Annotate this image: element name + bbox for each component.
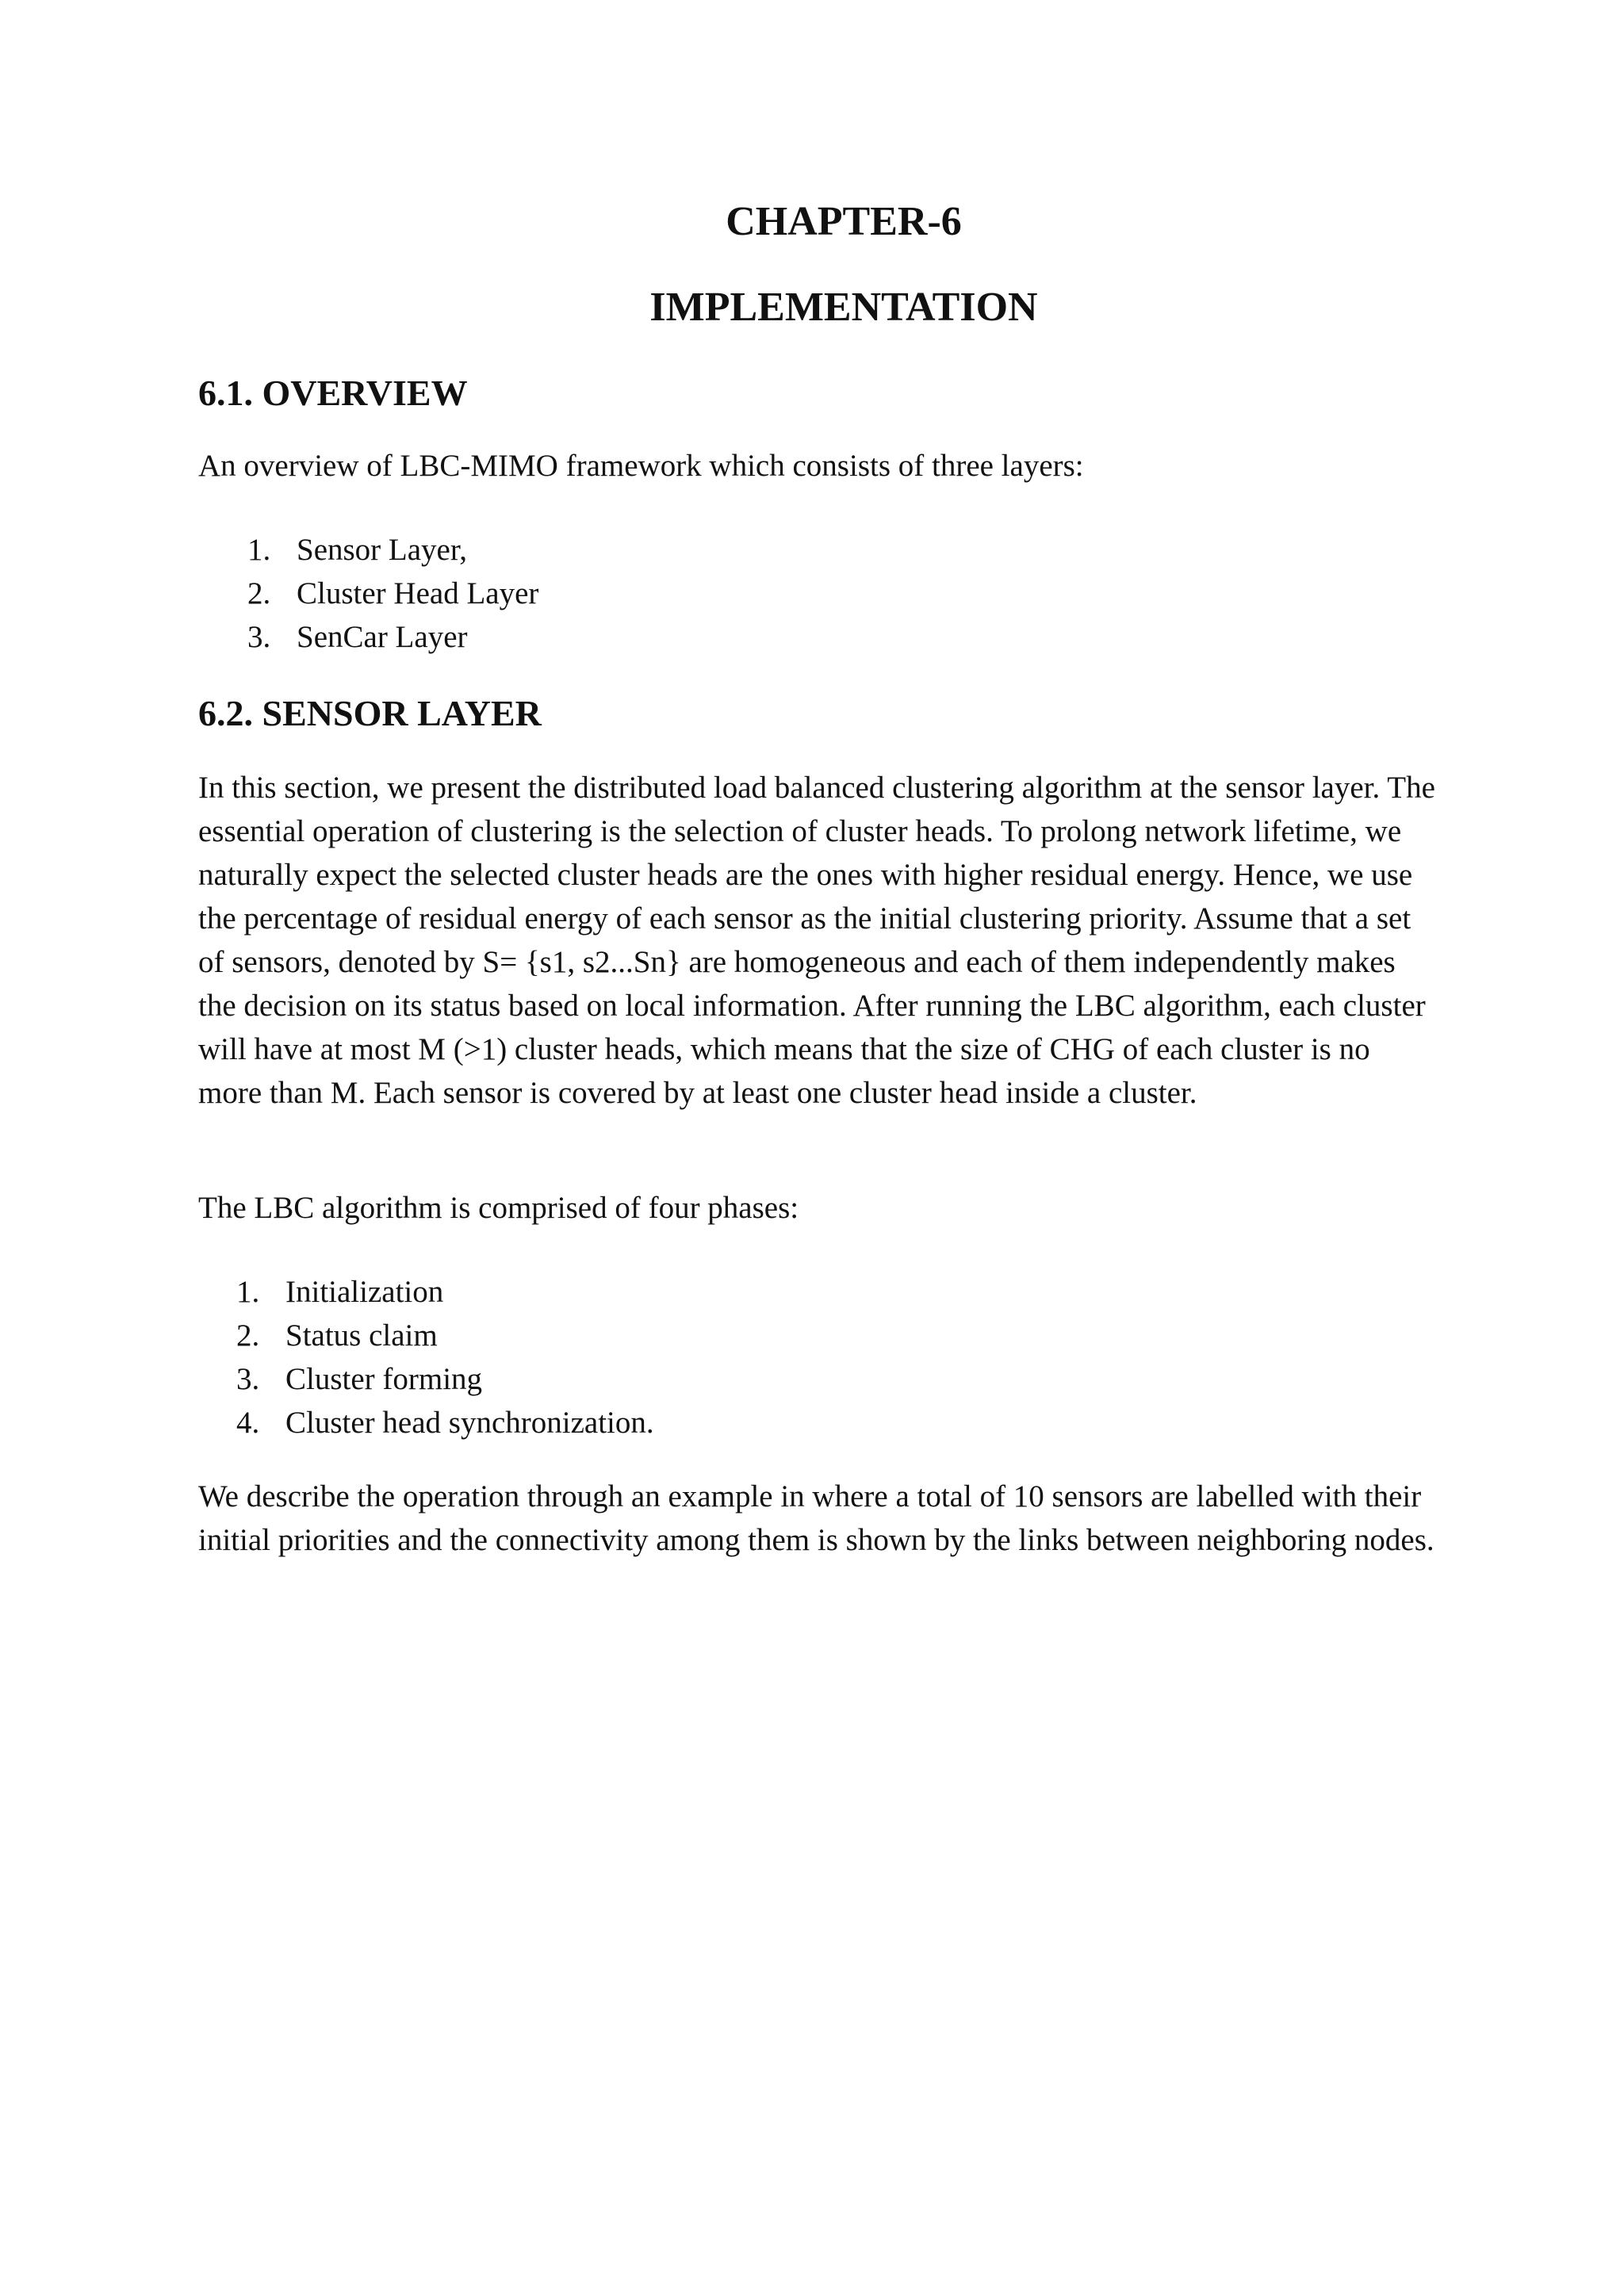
- list-item: [247, 572, 538, 615]
- chapter-title: CHAPTER-6: [726, 199, 962, 244]
- list-number: 2.: [236, 1318, 260, 1353]
- example-paragraph: We describe the operation through an example in where a total of 10 sensors are labelled with their initial priorities and the connectivity among them is shown by the links between neighboring nodes.: [198, 1479, 1434, 1557]
- list-label: SenCar Layer: [297, 620, 468, 654]
- list-number: 2.: [247, 576, 271, 610]
- list-number: 3.: [236, 1362, 260, 1396]
- list-item: [236, 1357, 654, 1401]
- list-item: [247, 528, 538, 572]
- list-number: 1.: [236, 1275, 260, 1309]
- section-heading-sensor-layer: 6.2. SENSOR LAYER: [198, 693, 542, 733]
- list-label: Initialization: [285, 1275, 444, 1309]
- list-number: 4.: [236, 1406, 260, 1440]
- list-item: [236, 1270, 654, 1314]
- section-heading-overview: 6.1. OVERVIEW: [198, 373, 468, 413]
- list-item: [247, 615, 538, 659]
- list-label: Cluster Head Layer: [297, 576, 539, 610]
- overview-intro: An overview of LBC-MIMO framework which consists of three layers:: [198, 449, 1084, 483]
- list-label: Sensor Layer,: [297, 533, 468, 567]
- list-label: Cluster head synchronization.: [285, 1406, 654, 1440]
- list-label: Cluster forming: [285, 1362, 483, 1396]
- phases-intro: The LBC algorithm is comprised of four phases:: [198, 1191, 799, 1225]
- list-number: 1.: [247, 533, 271, 567]
- phase-list: [236, 1270, 654, 1445]
- list-label: Status claim: [285, 1318, 438, 1353]
- list-number: 3.: [247, 620, 271, 654]
- list-item: [236, 1314, 654, 1357]
- chapter-subtitle: IMPLEMENTATION: [649, 285, 1038, 330]
- sensor-layer-paragraph: In this section, we present the distributed load balanced clustering algorithm at the sensor layer. The essential operation of clustering is the selection of cluster heads. To prolong network lifetime, we naturally expect the selected cluster heads are the ones with higher residual energy. Hence, we use the percentage of residual energy of each sensor as the initial clustering priority. Assume that a set of sensors, denoted by S= {s1, s2...Sn} are homogeneous and each of them independently makes the decision on its status based on local information. After running the LBC algorithm, each cluster will have at most M (>1) cluster heads, which means that the size of CHG of each cluster is no more than M. Each sensor is covered by at least one cluster head inside a cluster.: [198, 771, 1435, 1110]
- layer-list: [247, 528, 538, 659]
- list-item: [236, 1401, 654, 1445]
